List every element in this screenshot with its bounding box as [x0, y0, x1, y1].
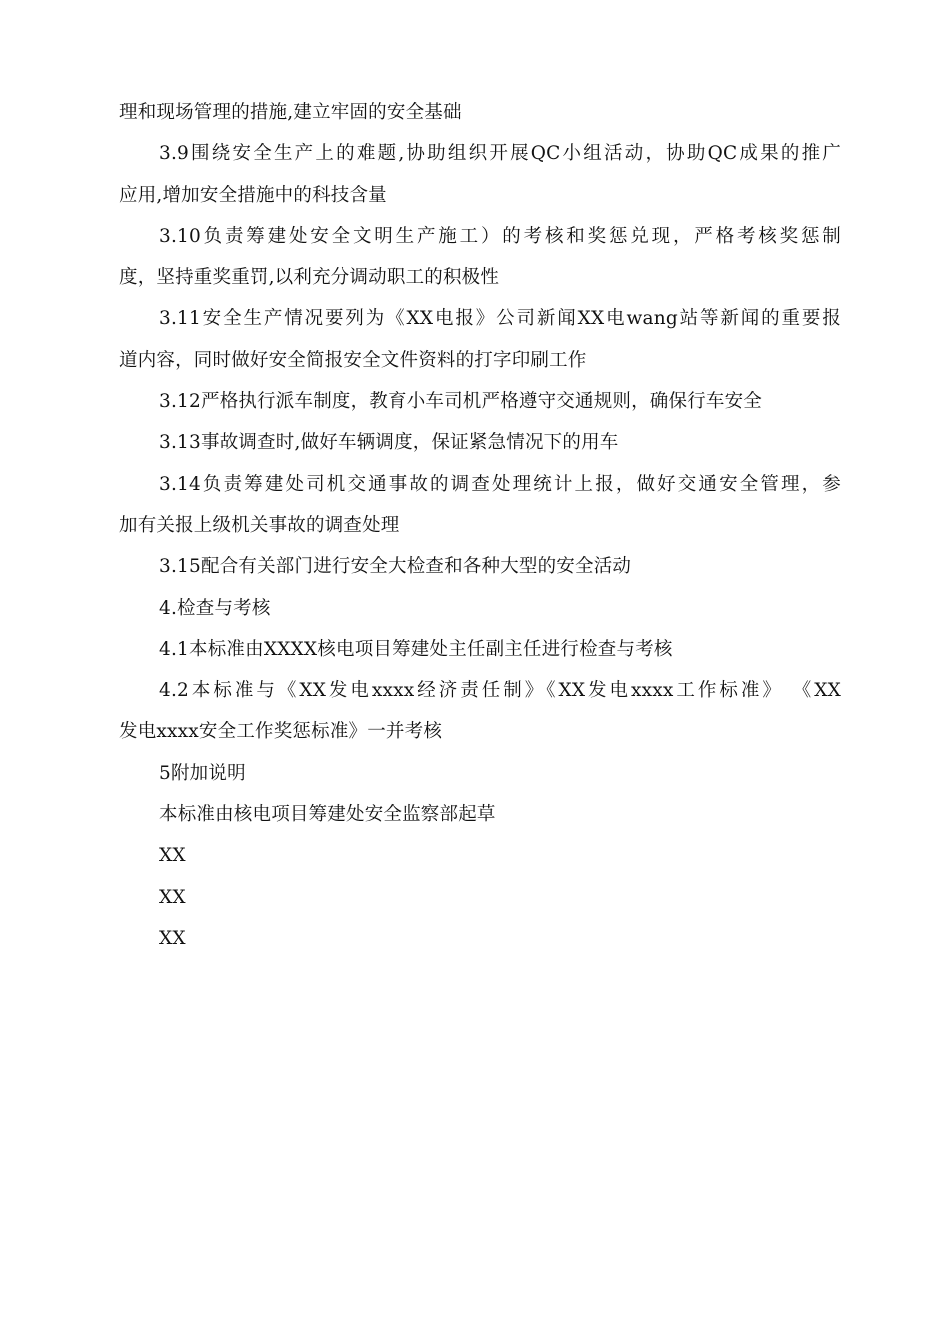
paragraph-line: 4.检查与考核: [159, 597, 271, 619]
paragraph-line: 应用,增加安全措施中的科技含量: [119, 184, 387, 206]
paragraph-line: 3.9围绕安全生产上的难题,协助组织开展QC小组活动，协助QC成果的推广: [159, 143, 841, 165]
paragraph-line: 理和现场管理的措施,建立牢固的安全基础: [119, 102, 462, 123]
paragraph-line: 4.2本标准与《XX发电xxxx经济责任制》《XX发电xxxx工作标准》 《XX: [159, 680, 841, 702]
paragraph-line: 道内容，同时做好安全简报安全文件资料的打字印刷工作: [119, 349, 587, 371]
paragraph-line: 3.15配合有关部门进行安全大检查和各种大型的安全活动: [159, 556, 632, 578]
paragraph-line: XX: [159, 845, 186, 867]
paragraph-line: 3.12严格执行派车制度，教育小车司机严格遵守交通规则，确保行车安全: [159, 391, 762, 413]
paragraph-line: 3.13事故调查时,做好车辆调度，保证紧急情况下的用车: [159, 432, 619, 454]
paragraph-line: 3.10负责筹建处安全文明生产施工）的考核和奖惩兑现，严格考核奖惩制: [159, 225, 841, 247]
paragraph-line: XX: [159, 886, 186, 908]
paragraph-line: 加有关报上级机关事故的调查处理: [119, 514, 400, 536]
paragraph-line: 度，坚持重奖重罚,以利充分调动职工的积极性: [119, 267, 500, 289]
document-body: [119, 92, 841, 959]
paragraph-line: 4.1本标准由XXXX核电项目筹建处主任副主任进行检查与考核: [159, 638, 673, 660]
paragraph-line: 发电xxxx安全工作奖惩标准》一并考核: [119, 721, 443, 743]
paragraph-line: XX: [159, 927, 186, 949]
paragraph-line: 3.14负责筹建处司机交通事故的调查处理统计上报，做好交通安全管理，参: [159, 473, 841, 495]
paragraph-line: 5附加说明: [159, 762, 246, 784]
paragraph-line: 本标准由核电项目筹建处安全监察部起草: [159, 804, 496, 826]
paragraph-line: 3.11安全生产情况要列为《XX电报》公司新闻XX电wang站等新闻的重要报: [159, 308, 841, 330]
